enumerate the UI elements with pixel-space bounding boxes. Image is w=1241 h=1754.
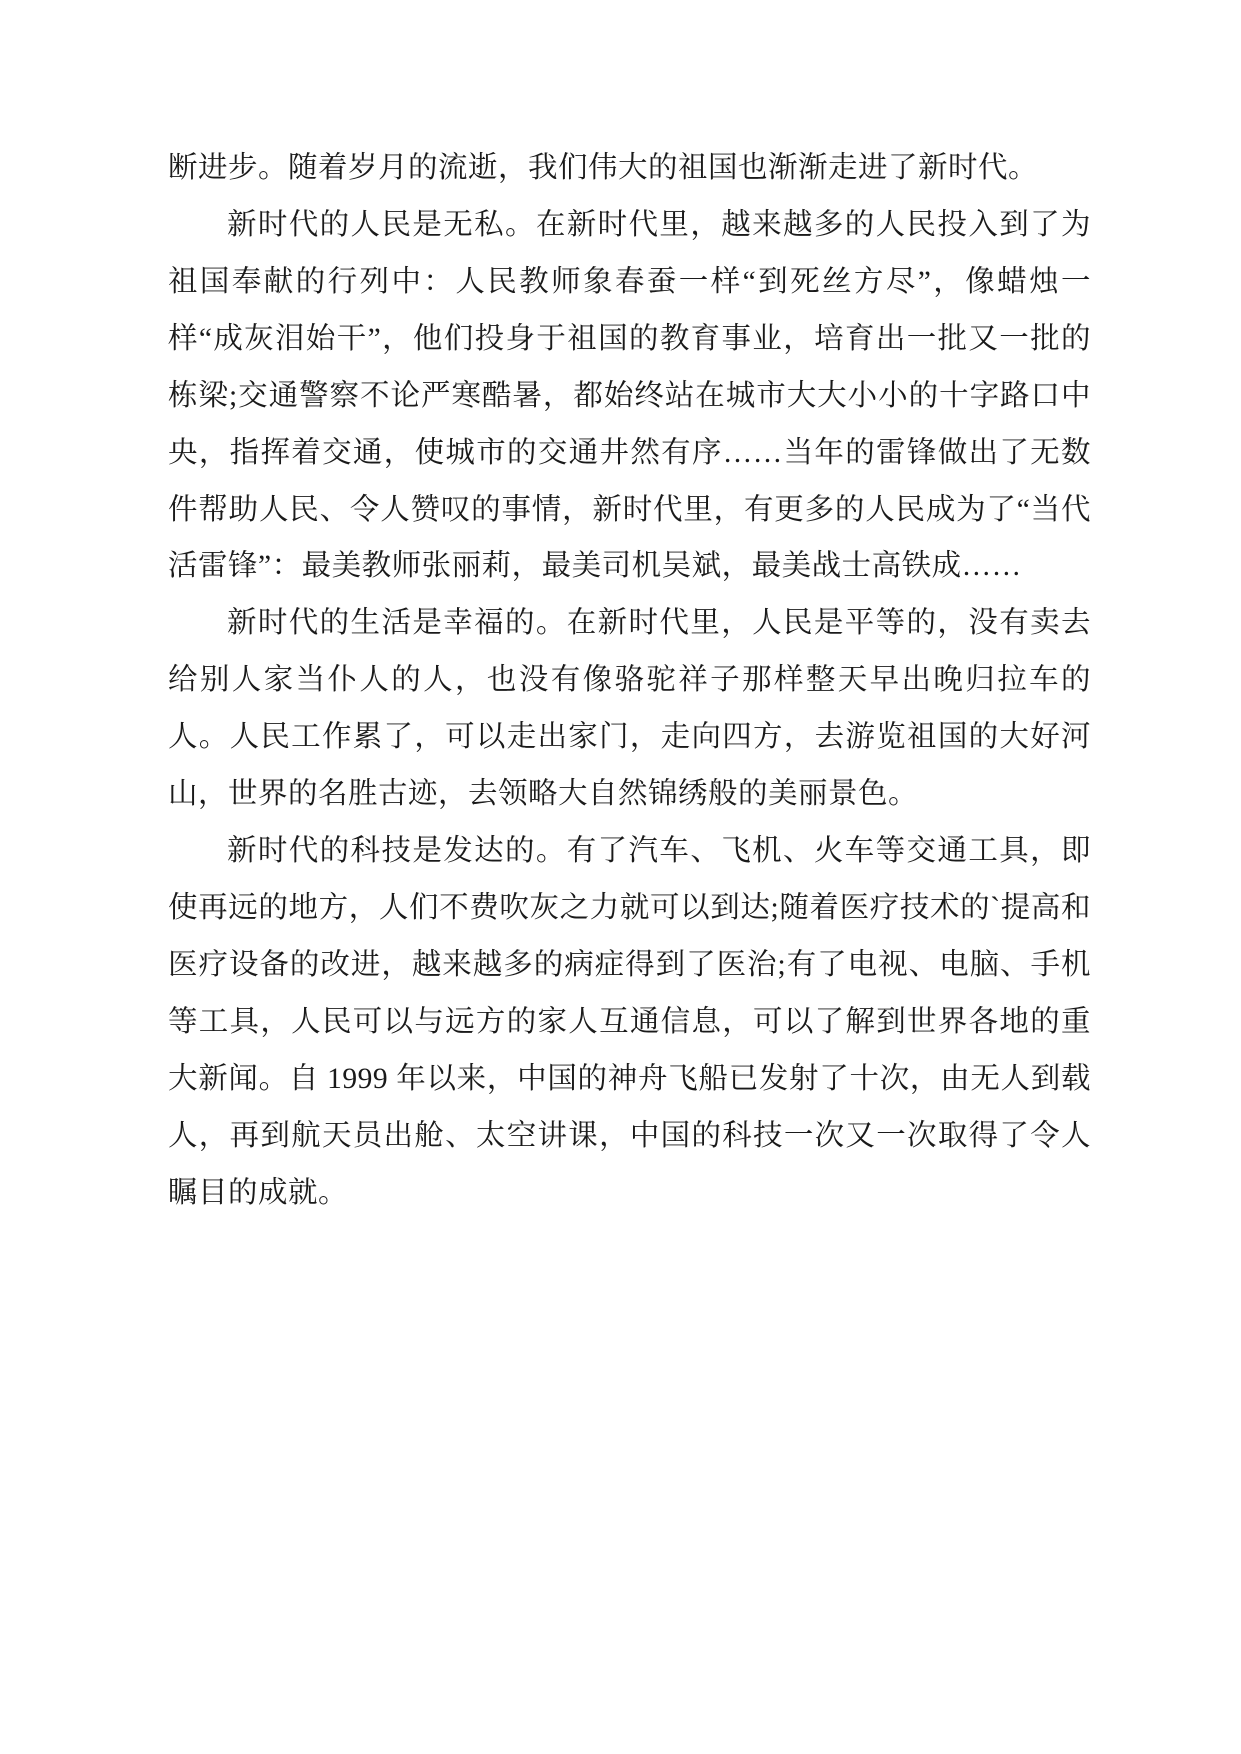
- paragraph-4: 新时代的科技是发达的。有了汽车、飞机、火车等交通工具，即使再远的地方，人们不费吹灰之力就可以到达;随着医疗技术的`提高和医疗设备的改进，越来越多的病症得到了医治;有了电视、电脑、手机等工具，人民可以与远方的家人互通信息，可以了解到世界各地的重大新闻。自 1999 年以来，中国的神舟飞船已发射了十次，由无人到载人，再到航天员出舱、太空讲课，中国的科技一次又一次取得了令人瞩目的成就。: [168, 835, 1091, 1209]
- paragraph-1: 断进步。随着岁月的流逝，我们伟大的祖国也渐渐走进了新时代。: [168, 152, 1039, 184]
- document-body: [168, 140, 1091, 1222]
- paragraph-2: 新时代的人民是无私。在新时代里，越来越多的人民投入到了为祖国奉献的行列中：人民教师象春蚕一样“到死丝方尽”，像蜡烛一样“成灰泪始干”，他们投身于祖国的教育事业，培育出一批又一批的栋梁;交通警察不论严寒酷暑，都始终站在城市大大小小的十字路口中央，指挥着交通，使城市的交通井然有序……当年的雷锋做出了无数件帮助人民、令人赞叹的事情，新时代里，有更多的人民成为了“当代活雷锋”：最美教师张丽莉，最美司机吴斌，最美战士高铁成……: [168, 208, 1091, 583]
- paragraph-3: 新时代的生活是幸福的。在新时代里，人民是平等的，没有卖去给别人家当仆人的人，也没有像骆驼祥子那样整天早出晚归拉车的人。人民工作累了，可以走出家门，走向四方，去游览祖国的大好河山，世界的名胜古迹，去领略大自然锦绣般的美丽景色。: [168, 607, 1091, 811]
